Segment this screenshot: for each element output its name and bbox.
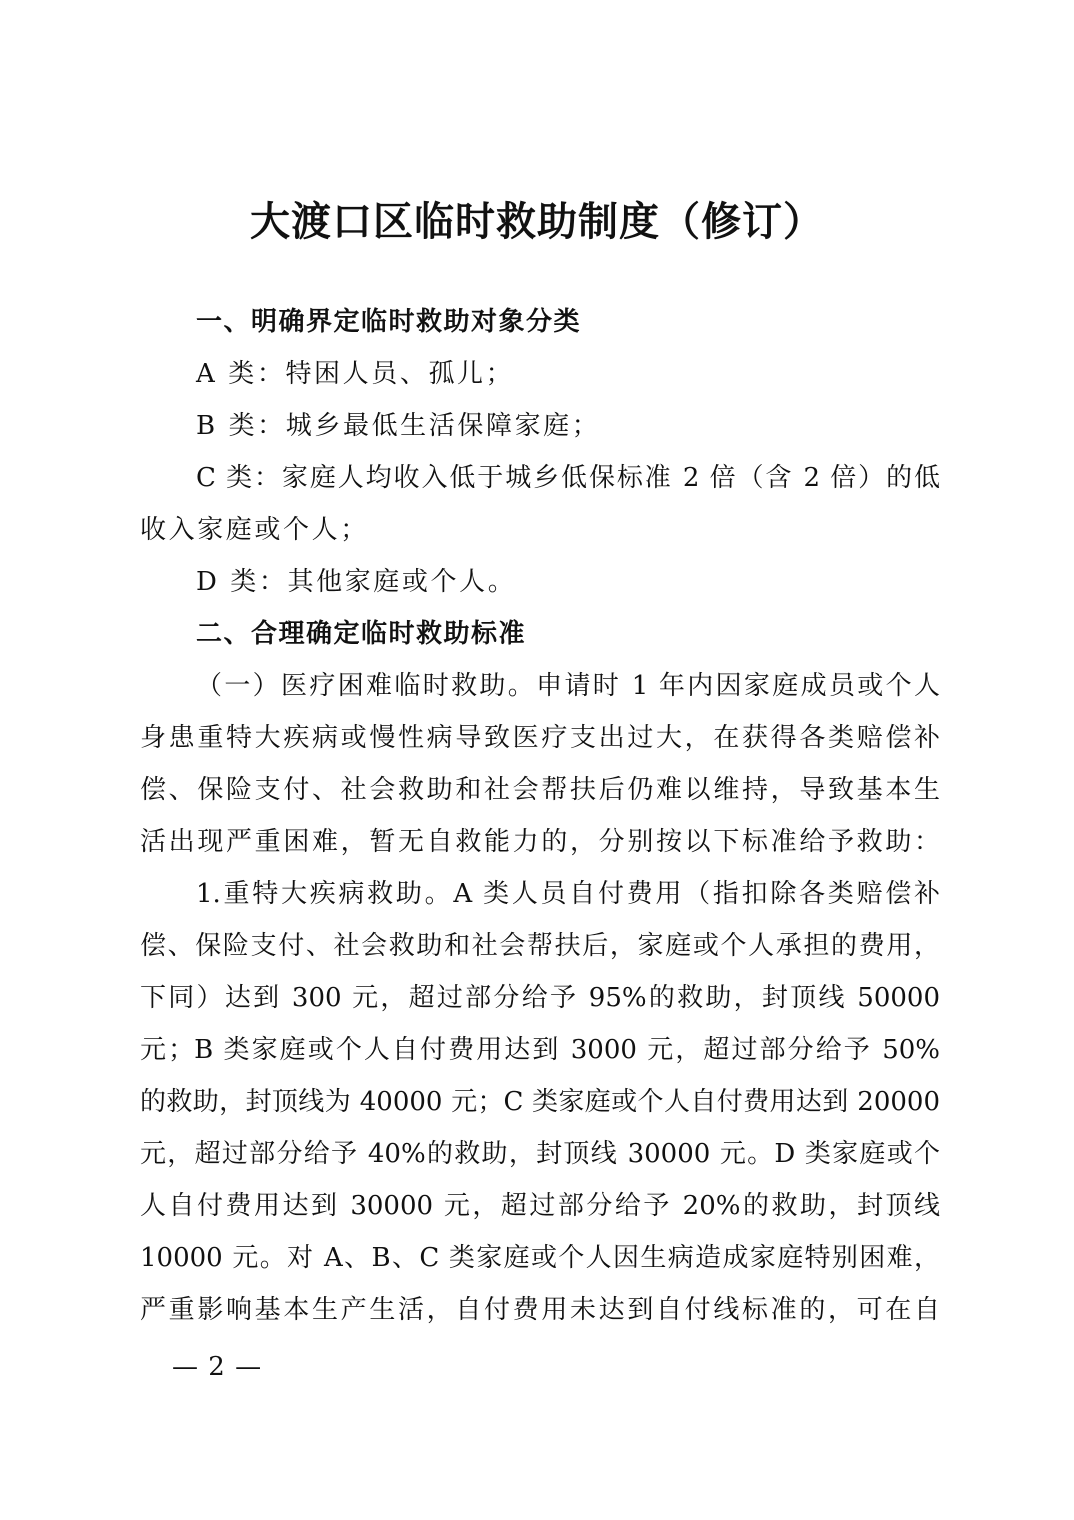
- section-heading-1: 一、明确界定临时救助对象分类: [196, 307, 582, 337]
- page-number: — 2 —: [172, 1352, 263, 1382]
- category-d: D 类：其他家庭或个人。: [196, 567, 517, 597]
- paragraph-line: 1.重特大疾病救助。A 类人员自付费用（指扣除各类赔偿补: [196, 879, 940, 909]
- paragraph-line: 元；B 类家庭或个人自付费用达到 3000 元，超过部分给予 50%: [140, 1035, 940, 1065]
- paragraph-line: 严重影响基本生产生活，自付费用未达到自付线标准的，可在自: [140, 1295, 940, 1325]
- category-c-line-2: 收入家庭或个人；: [140, 515, 369, 545]
- paragraph-line: 偿、保险支付、社会救助和社会帮扶后，家庭或个人承担的费用，: [140, 931, 940, 961]
- paragraph-line: 10000 元。对 A、B、C 类家庭或个人因生病造成家庭特别困难，: [140, 1243, 940, 1273]
- paragraph-line: （一）医疗困难临时救助。申请时 1 年内因家庭成员或个人: [196, 671, 940, 701]
- section-heading-2: 二、合理确定临时救助标准: [196, 619, 527, 649]
- paragraph-line: 人自付费用达到 30000 元，超过部分给予 20%的救助，封顶线: [140, 1191, 940, 1221]
- paragraph-line: 身患重特大疾病或慢性病导致医疗支出过大，在获得各类赔偿补: [140, 723, 940, 753]
- paragraph-line: 下同）达到 300 元，超过部分给予 95%的救助，封顶线 50000: [140, 983, 940, 1013]
- paragraph-line: 活出现严重困难，暂无自救能力的，分别按以下标准给予救助：: [140, 827, 940, 857]
- category-b: B 类：城乡最低生活保障家庭；: [196, 411, 601, 441]
- paragraph-line: 的救助，封顶线为 40000 元；C 类家庭或个人自付费用达到 20000: [140, 1087, 940, 1117]
- paragraph-line: 元，超过部分给予 40%的救助，封顶线 30000 元。D 类家庭或个: [140, 1139, 940, 1169]
- page-title: 大渡口区临时救助制度（修订）: [250, 198, 824, 245]
- category-c-line-1: C 类：家庭人均收入低于城乡低保标准 2 倍（含 2 倍）的低: [196, 463, 940, 493]
- category-a: A 类：特困人员、孤儿；: [196, 359, 515, 389]
- paragraph-line: 偿、保险支付、社会救助和社会帮扶后仍难以维持，导致基本生: [140, 775, 940, 805]
